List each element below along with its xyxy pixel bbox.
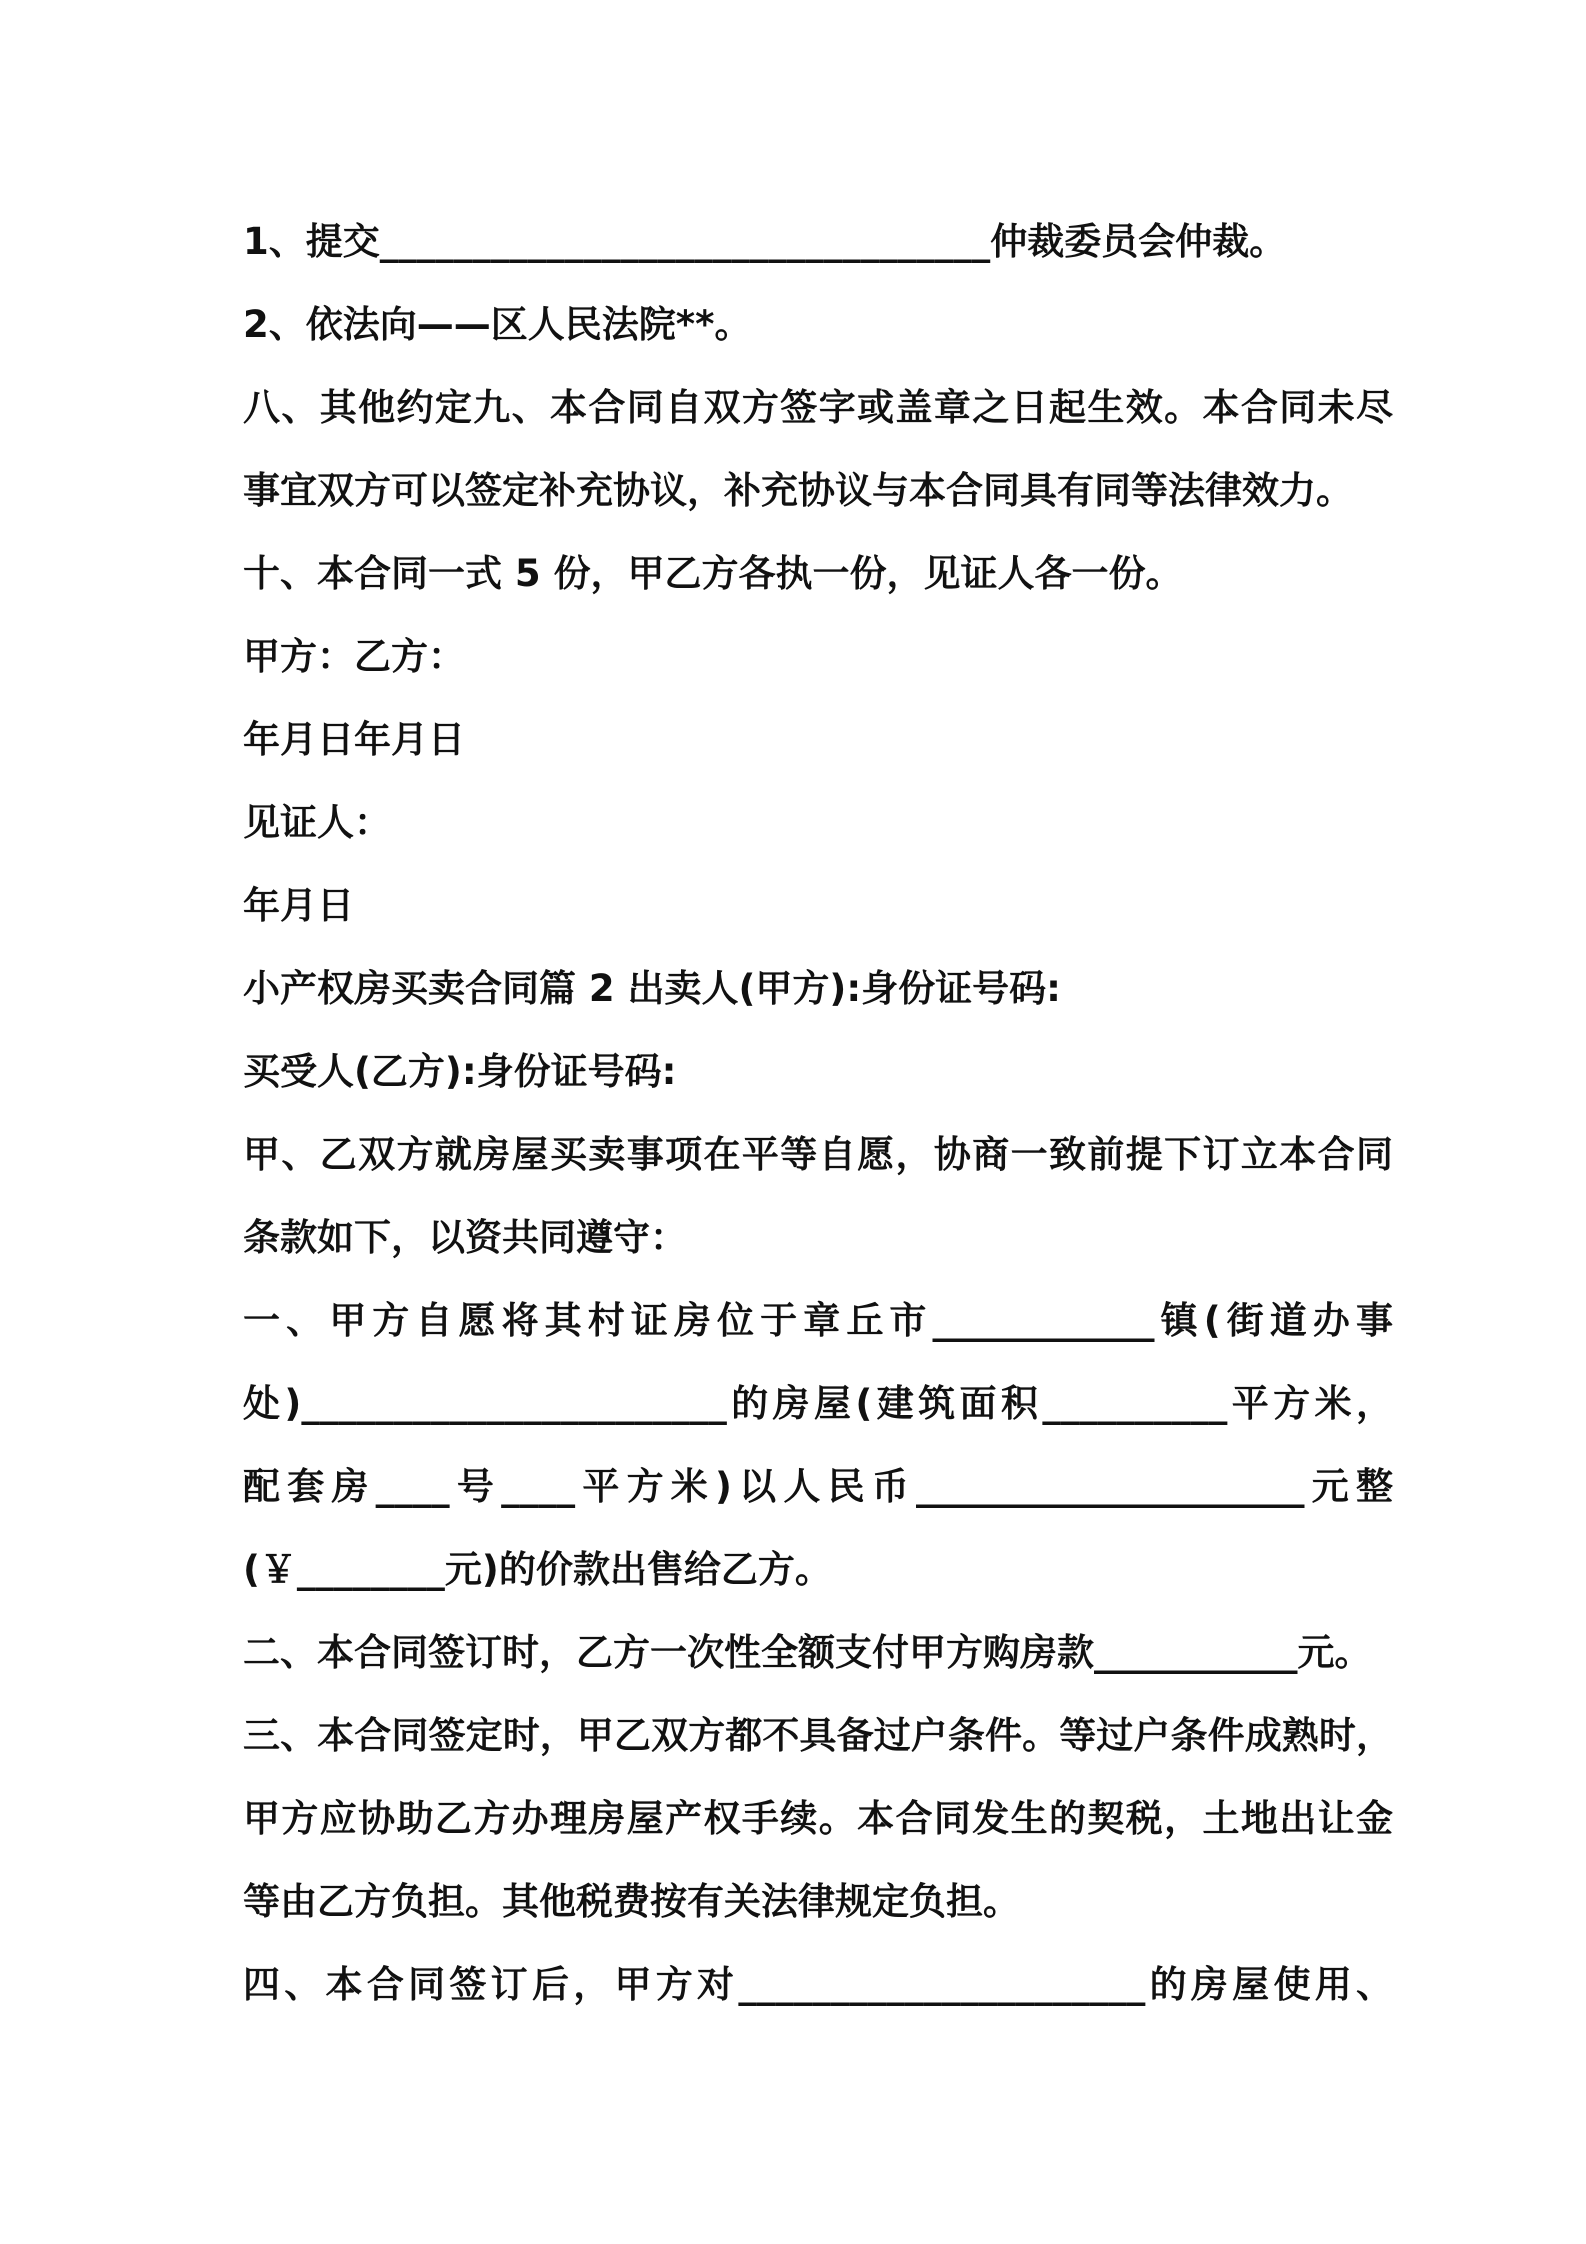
signature-dates: 年月日年月日	[243, 718, 465, 761]
clause-1-line-2: 处)_______________________的房屋(建筑面积__________平方米，	[243, 1382, 1393, 1425]
contract-2-preamble: 甲、乙双方就房屋买卖事项在平等自愿，协商一致前提下订立本合同	[243, 1133, 1393, 1176]
contract-2-preamble-end: 条款如下，以资共同遵守：	[243, 1216, 687, 1259]
clause-1-line-4: (￥________元)的价款出售给乙方。	[243, 1548, 832, 1591]
contract-text	[243, 200, 1393, 2026]
contract-2-seller: 小产权房买卖合同篇 2 出卖人(甲方):身份证号码:	[243, 967, 1061, 1010]
clause-1-line-1: 一、甲方自愿将其村证房位于章丘市____________镇(街道办事	[243, 1299, 1393, 1342]
signature-witness: 见证人：	[243, 801, 391, 844]
witness-date: 年月日	[243, 884, 354, 927]
clause-other-agreement: 八、其他约定九、本合同自双方签字或盖章之日起生效。本合同未尽	[243, 386, 1393, 429]
clause-3-line-2: 甲方应协助乙方办理房屋产权手续。本合同发生的契税，土地出让金	[243, 1797, 1393, 1840]
clause-3-line-3: 等由乙方负担。其他税费按有关法律规定负担。	[243, 1880, 1020, 1923]
clause-1-line-3: 配套房____号____平方米)以人民币_____________________元整	[243, 1465, 1393, 1508]
contract-2-buyer: 买受人(乙方):身份证号码:	[243, 1050, 677, 1093]
clause-arbitration: 1、提交_________________________________仲裁委员会仲裁。	[243, 220, 1287, 263]
signature-parties: 甲方：乙方：	[243, 635, 465, 678]
clause-supplementary: 事宜双方可以签定补充协议，补充协议与本合同具有同等法律效力。	[243, 469, 1353, 512]
clause-court: 2、依法向——区人民法院**。	[243, 303, 752, 346]
clause-copies: 十、本合同一式 5 份，甲乙方各执一份，见证人各一份。	[243, 552, 1183, 595]
clause-4-line-1: 四、本合同签订后，甲方对______________________的房屋使用、	[243, 1963, 1393, 2006]
clause-2: 二、本合同签订时，乙方一次性全额支付甲方购房款___________元。	[243, 1631, 1372, 1674]
clause-3-line-1: 三、本合同签定时，甲乙双方都不具备过户条件。等过户条件成熟时，	[243, 1714, 1393, 1757]
